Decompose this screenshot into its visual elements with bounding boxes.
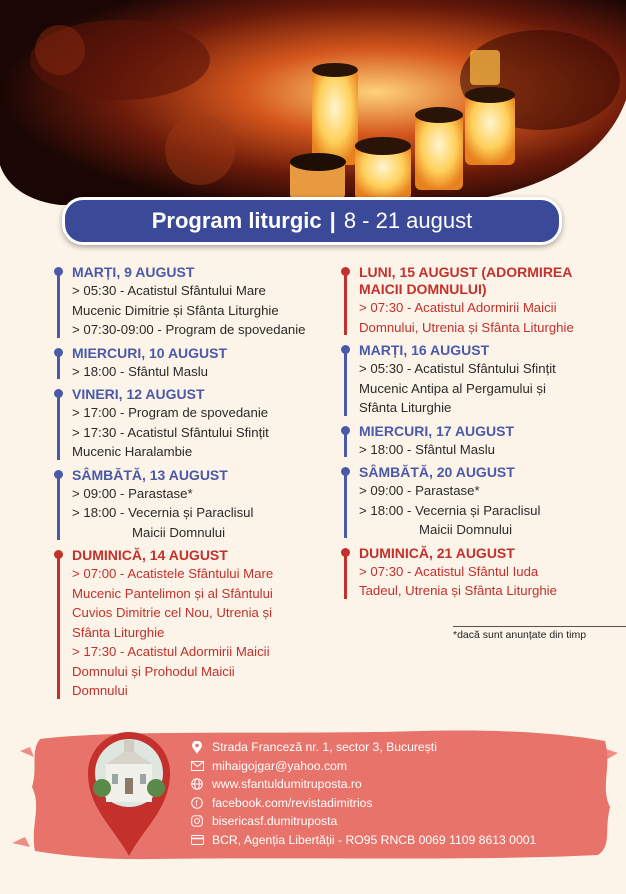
day-block-mon-15 [341,264,616,337]
facebook-link[interactable]: facebook.com/revistadimitrios [212,795,373,810]
schedule-line: > 09:00 - Parastase* [359,483,480,498]
schedule-line: Sfânta Liturghie [72,624,165,640]
schedule-left-column [54,264,324,706]
day-block-sun-21 [341,545,616,601]
contact-list [190,738,536,849]
schedule-line: Domnului [72,683,128,698]
schedule-line: > 18:00 - Vecernia și Paraclisul [72,505,254,520]
schedule-line: Mucenic Pantelimon și al Sfântului [72,585,273,601]
day-title: LUNI, 15 AUGUST (ADORMIREA [359,264,573,280]
schedule-line: > 07:30 - Acatistul Sfântul Iuda [359,563,539,579]
schedule-line: > 09:00 - Parastase* [72,485,193,501]
day-block-tue-16 [341,342,616,418]
svg-text:f: f [195,798,198,808]
day-title: SÂMBĂTĂ, 13 AUGUST [72,466,228,483]
day-title: MIERCURI, 10 AUGUST [72,344,228,361]
hero-candles-image [0,0,626,230]
schedule-line: Sfânta Liturghie [359,400,452,415]
day-title: DUMINICĂ, 21 AUGUST [359,544,515,561]
globe-icon [190,777,204,791]
day-block-tue-9 [54,264,324,340]
day-title: SÂMBĂTĂ, 20 AUGUST [359,464,515,480]
schedule-line: Maicii Domnului [419,522,513,537]
schedule-line: > 07:00 - Acatistele Sfântului Mare [72,566,274,581]
day-block-sat-13 [54,467,324,543]
contact-address [190,738,536,757]
mail-icon [190,759,204,773]
website-link[interactable]: www.sfantuldumitruposta.ro [212,777,362,792]
banner-title: Program liturgic [151,208,322,233]
day-block-sat-20 [341,464,616,540]
schedule-line: > 07:30 - Acatistul Adormirii Maicii [359,300,557,315]
schedule-line: > 18:00 - Sfântul Maslu [72,363,208,379]
contact-email[interactable] [190,757,536,776]
schedule-line: > 05:30 - Acatistul Sfântului Mare [72,283,266,298]
schedule-line: > 05:30 - Acatistul Sfântului Sfințit [359,361,556,376]
location-pin-church-image [84,728,174,863]
map-pin-icon [190,740,204,754]
schedule-line: Mucenic Haralambie [72,444,193,459]
day-block-sun-14 [54,547,324,701]
day-title: DUMINICĂ, 14 AUGUST [72,547,228,563]
schedule-line: Cuvios Dimitrie cel Nou, Utrenia și [72,605,273,620]
schedule-line: > 17:00 - Program de spovedanie [72,405,269,420]
contact-instagram[interactable] [190,812,536,831]
schedule-line: Mucenic Antipa al Pergamului și [359,380,546,396]
contact-bank [190,831,536,850]
schedule-line: Tadeul, Utrenia și Sfânta Liturghie [359,583,557,598]
day-block-wed-10 [54,345,324,382]
schedule-line: Domnului, Utrenia și Sfânta Liturghie [359,319,574,335]
footnote: *dacă sunt anunțate din timp [453,626,626,641]
banner-dates: 8 - 21 august [343,208,473,233]
day-block-wed-17 [341,423,616,460]
schedule-line: Mucenic Dimitrie și Sfânta Liturghie [72,302,279,318]
schedule-line: > 17:30 - Acatistul Sfântului Sfințit [72,424,269,440]
day-title: MARȚI, 16 AUGUST [359,342,490,358]
facebook-icon [190,796,204,810]
schedule-line: > 07:30-09:00 - Program de spovedanie [72,322,306,337]
day-title: VINERI, 12 AUGUST [72,386,205,402]
schedule-line: > 18:00 - Vecernia și Paraclisul [359,502,541,518]
schedule-line: > 17:30 - Acatistul Adormirii Maicii [72,644,270,659]
bank-account-text: BCR, Agenția Libertății - RO95 RNCB 0069 1109 8613 0001 [212,832,537,847]
schedule-line: > 18:00 - Sfântul Maslu [359,441,495,457]
schedule-line: Maicii Domnului [132,524,226,540]
contact-facebook[interactable] [190,794,536,813]
banner-separator: | [329,208,336,233]
schedule-right-column [341,264,616,606]
email-link[interactable]: mihaigojgar@yahoo.com [212,758,347,773]
instagram-link[interactable]: bisericasf.dumitruposta [212,814,338,829]
bank-card-icon [190,833,204,847]
day-title: MARȚI, 9 AUGUST [72,264,195,280]
day-title: MIERCURI, 17 AUGUST [359,422,515,439]
address-text: Strada Franceză nr. 1, sector 3, București [212,740,437,755]
day-block-fri-12 [54,386,324,462]
schedule-line: Domnului și Prohodul Maicii [72,663,235,679]
instagram-icon [190,814,204,828]
title-banner [62,197,562,245]
contact-website[interactable] [190,775,536,794]
day-title-cont: MAICII DOMNULUI) [359,281,487,297]
